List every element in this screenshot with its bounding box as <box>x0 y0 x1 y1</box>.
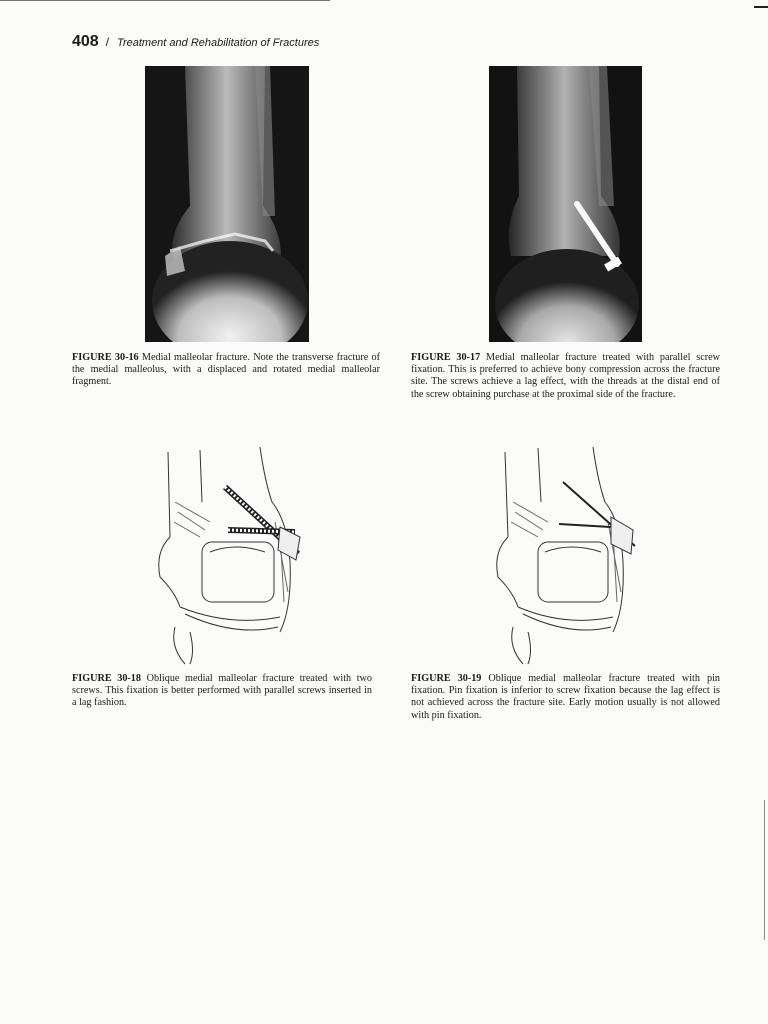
running-title: Treatment and Rehabilitation of Fractures <box>117 37 320 49</box>
figure-30-18-text: Oblique medial malleolar fracture treated with two screws. This fixation is better performed with parallel screws inserted in a lag fashion. <box>72 673 373 709</box>
corner-mark <box>754 6 768 8</box>
figure-30-18-caption <box>72 673 372 710</box>
page-number: 408 <box>72 33 99 50</box>
figure-30-17-caption <box>411 352 720 401</box>
page-header <box>72 33 319 51</box>
figure-30-19-text: Oblique medial malleolar fracture treated with pin fixation. Pin fixation is inferior to screw fixation because the lag effect is not achieved across the fracture site. Early motion usually is not allowed with pin fixation. <box>411 673 720 721</box>
page-edge <box>764 800 765 940</box>
top-rule <box>0 0 330 1</box>
figure-30-17-text: Medial malleolar fracture treated with parallel screw fixation. This is preferred to achieve bony compression across the fracture site. The screws achieve a lag effect, with the threads at the distal end of the screw obtaining purchase at the proximal side of the fracture. <box>411 352 720 400</box>
figure-30-19-caption <box>411 673 720 722</box>
header-separator: / <box>105 35 110 49</box>
figure-30-16-text: Medial malleolar fracture. Note the transverse fracture of the medial malleolus, with a displaced and rotated medial malleolar fragment. <box>72 352 380 388</box>
figure-30-18-drawing <box>150 442 310 667</box>
figure-30-19-drawing <box>493 442 643 667</box>
figure-30-18-label: FIGURE 30-18 <box>72 673 141 684</box>
figure-30-16-caption <box>72 352 380 389</box>
figure-30-17-xray <box>489 66 642 342</box>
figure-30-17-label: FIGURE 30-17 <box>411 352 481 363</box>
figure-30-16-label: FIGURE 30-16 <box>72 352 139 363</box>
figure-30-16-xray <box>145 66 309 342</box>
figure-30-19-label: FIGURE 30-19 <box>411 673 482 684</box>
